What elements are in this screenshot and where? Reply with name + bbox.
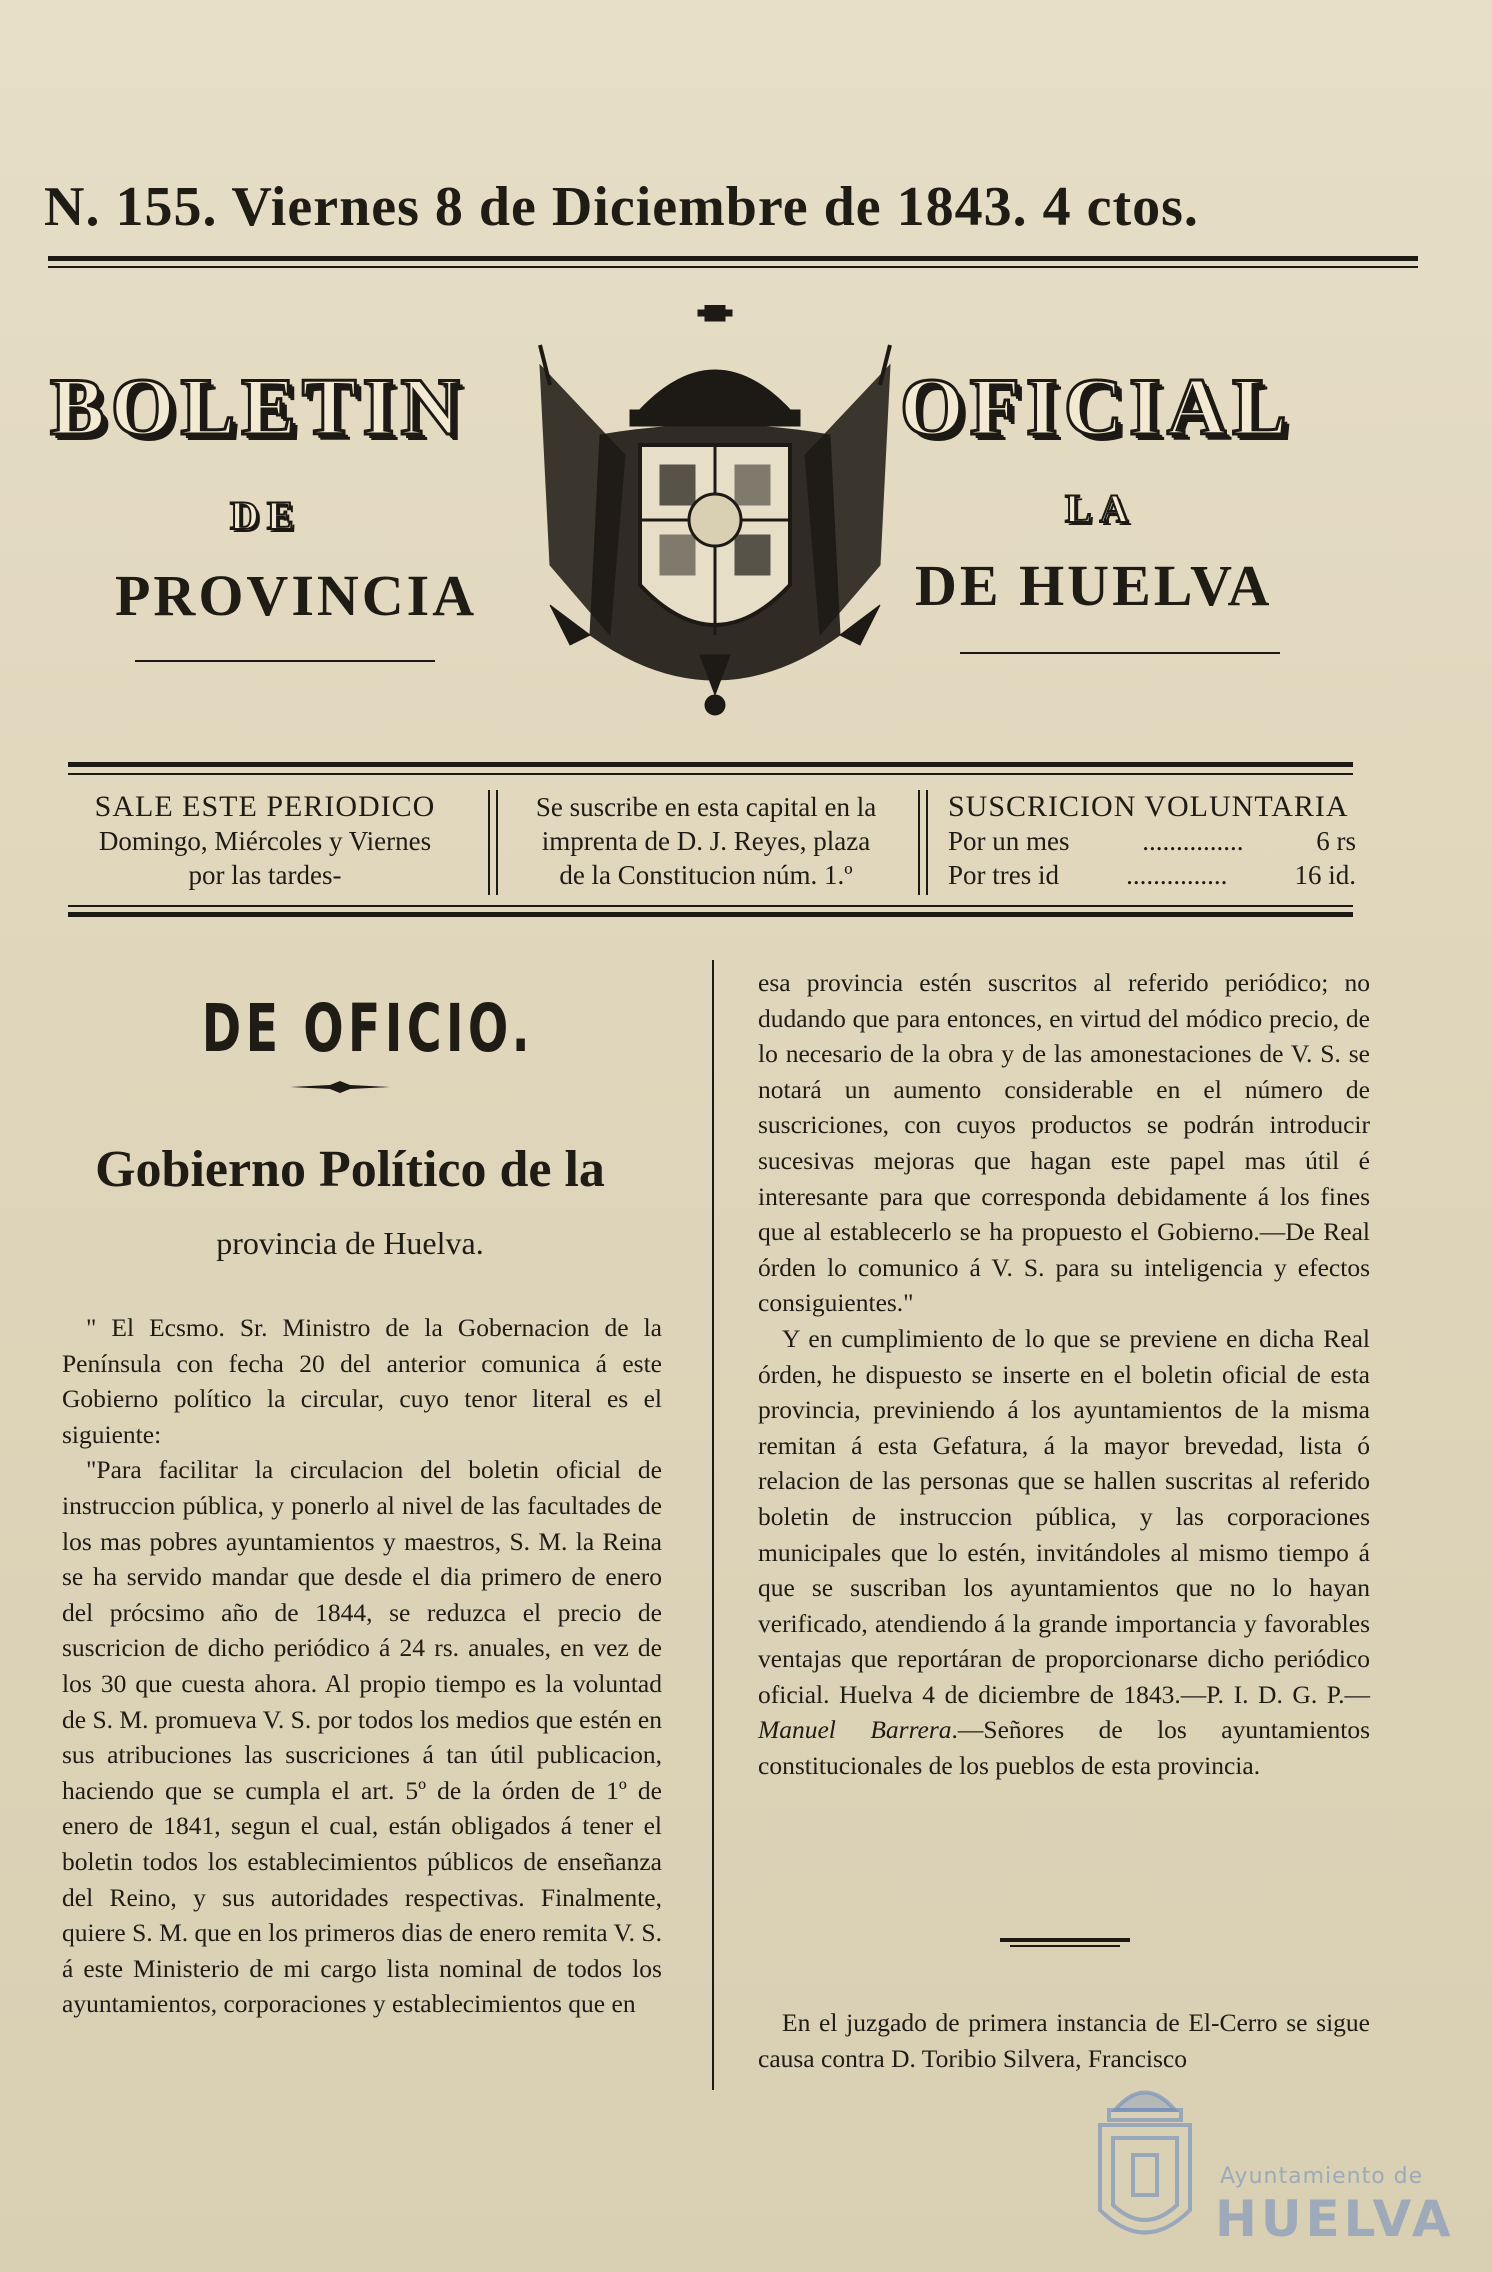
left-column-text	[62, 1310, 662, 2022]
masthead-underline-right	[960, 652, 1280, 654]
subscription-location-line1: Se suscribe en esta capital en la	[535, 792, 877, 822]
price-quarter-dots: ...............	[1126, 860, 1228, 890]
price-quarter-value: 16 id.	[1294, 860, 1356, 890]
watermark-line1: Ayuntamiento de	[1220, 2164, 1424, 2189]
info-box-divider-1	[488, 790, 490, 895]
price-month-label: Por un mes	[948, 826, 1070, 856]
publication-schedule	[50, 790, 480, 892]
subscription-prices	[948, 790, 1356, 892]
subscription-location-line3: de la Constitucion núm. 1.º	[559, 860, 853, 890]
masthead-word-right: OFICIAL	[900, 361, 1293, 452]
masthead-word-left: BOLETIN	[50, 361, 466, 452]
government-subheading: provincia de Huelva.	[216, 1225, 484, 1261]
header-rule-bottom	[48, 266, 1418, 268]
price-row-quarter	[948, 858, 1356, 892]
signatory-name: Manuel Barrera	[758, 1715, 952, 1745]
paragraph: " El Ecsmo. Sr. Ministro de la Gobernacion de la Península con fecha 20 del anterior comunica á este Gobierno político la circular, cuyo tenor literal es el siguiente:	[62, 1313, 662, 1449]
price-quarter-label: Por tres id	[948, 860, 1059, 890]
schedule-heading: SALE ESTE PERIODICO	[94, 790, 436, 823]
government-heading: Gobierno Político de la	[95, 1141, 605, 1198]
paragraph: esa provincia estén suscritos al referido periódico; no dudando que para entonces, en virtud del módico precio, de lo necesario de la obra y de las amonestaciones de V. S. se notará un aumento considerable en el número de suscriciones, con cuyos productos se podrán introducir sucesivas mejoras que hagan este papel mas útil é interesante para que corresponda debidamente á los fines que al establecerlo se ha propuesto el Gobierno.—De Real órden lo comunico á V. S. para su inteligencia y efectos consiguientes."	[758, 968, 1370, 1318]
huelva-city-seal-icon	[1085, 2070, 1205, 2260]
masthead-de: DE	[230, 493, 302, 538]
price-month-value: 6 rs	[1316, 826, 1356, 856]
schedule-days: Domingo, Miércoles y Viernes	[98, 826, 432, 856]
paragraph-text: Y en cumplimiento de lo que se previene en dicha Real órden, he dispuesto se inserte en el boletin oficial de esta provincia, previniendo á los ayuntamientos de la misma remitan á esta Gefatura, á la mayor brevedad, lista ó relacion de las personas que se hallen suscritas al referido boletin de instruccion pública, y las corporaciones municipales que lo estén, invitándoles al mismo tiempo á que se suscriban los ayuntamientos que no lo hayan verificado, atendiendo á la grande importancia y favorables ventajas que reportáran de proporcionarse dicho periódico oficial. Huelva 4 de diciembre de 1843.—P. I. D. G. P.—	[758, 1323, 1370, 1709]
paragraph-text: .—Señores de los ayuntamientos constitucionales de los pueblos de esta provincia.	[758, 1715, 1370, 1781]
section-title: DE OFICIO.	[201, 990, 534, 1067]
info-box-divider-1b	[496, 790, 498, 895]
info-box-rule-top	[68, 762, 1353, 767]
separator-ornament-icon	[1000, 1935, 1130, 1951]
masthead-huelva: DE HUELVA	[915, 553, 1273, 618]
royal-coat-of-arms-icon	[530, 305, 900, 725]
price-row-month	[948, 824, 1356, 858]
right-column-text-continued	[758, 2005, 1370, 2076]
info-box-rule-bottom	[68, 912, 1353, 917]
info-box-divider-2	[918, 790, 920, 895]
schedule-time: por las tardes-	[188, 860, 342, 890]
info-box-rule-top-thin	[68, 773, 1353, 775]
masthead-la: LA	[1065, 486, 1137, 531]
column-divider	[712, 960, 714, 2090]
info-box-divider-2b	[926, 790, 928, 895]
paragraph: En el juzgado de primera instancia de El-Cerro se sigue causa contra D. Toribio Silvera, Francisco	[758, 2008, 1370, 2073]
prices-heading: SUSCRICION VOLUNTARIA	[948, 790, 1349, 823]
paragraph	[758, 1321, 1370, 1784]
paragraph: "Para facilitar la circulacion del boletin oficial de instruccion pública, y ponerlo al nivel de las facultades de los mas pobres ayuntamientos y maestros, S. M. la Reina se ha servido mandar que desde el dia primero de enero del prócsimo año de 1844, se reduzca el precio de suscricion de dicho periódico á 24 rs. anuales, en vez de los 30 que cuesta ahora. Al propio tiempo es la voluntad de S. M. promueva V. S. por todos los medios que estén en sus atribuciones las suscriciones á tan útil publicacion, haciendo que se cumpla el art. 5º de la órden de 1º de enero de 1841, segun el cual, están obligados á tener el boletin todos los establecimientos públicos de enseñanza del Reino, y sus autoridades respectivas. Finalmente, quiere S. M. que en los primeros dias de enero remita V. S. á este Ministerio de mi cargo lista nominal de todos los ayuntamientos, corporaciones y establecimientos que en	[62, 1455, 662, 2019]
watermark-line2: HUELVA	[1215, 2190, 1455, 2248]
price-month-dots: ...............	[1142, 826, 1244, 856]
subscription-location-line2: imprenta de D. J. Reyes, plaza	[541, 826, 871, 856]
info-box-rule-bottom-thin	[68, 905, 1353, 907]
header-rule-top	[48, 256, 1418, 261]
issue-date-line: N. 155. Viernes 8 de Diciembre de 1843. 4 ctos.	[44, 176, 1199, 238]
archive-watermark	[1085, 2070, 1455, 2260]
masthead-underline-left	[135, 660, 435, 662]
right-column-text	[758, 965, 1370, 1784]
masthead-provincia: PROVINCIA	[115, 563, 478, 628]
ornament-dash-icon	[290, 1080, 390, 1094]
subscription-location	[500, 790, 912, 892]
